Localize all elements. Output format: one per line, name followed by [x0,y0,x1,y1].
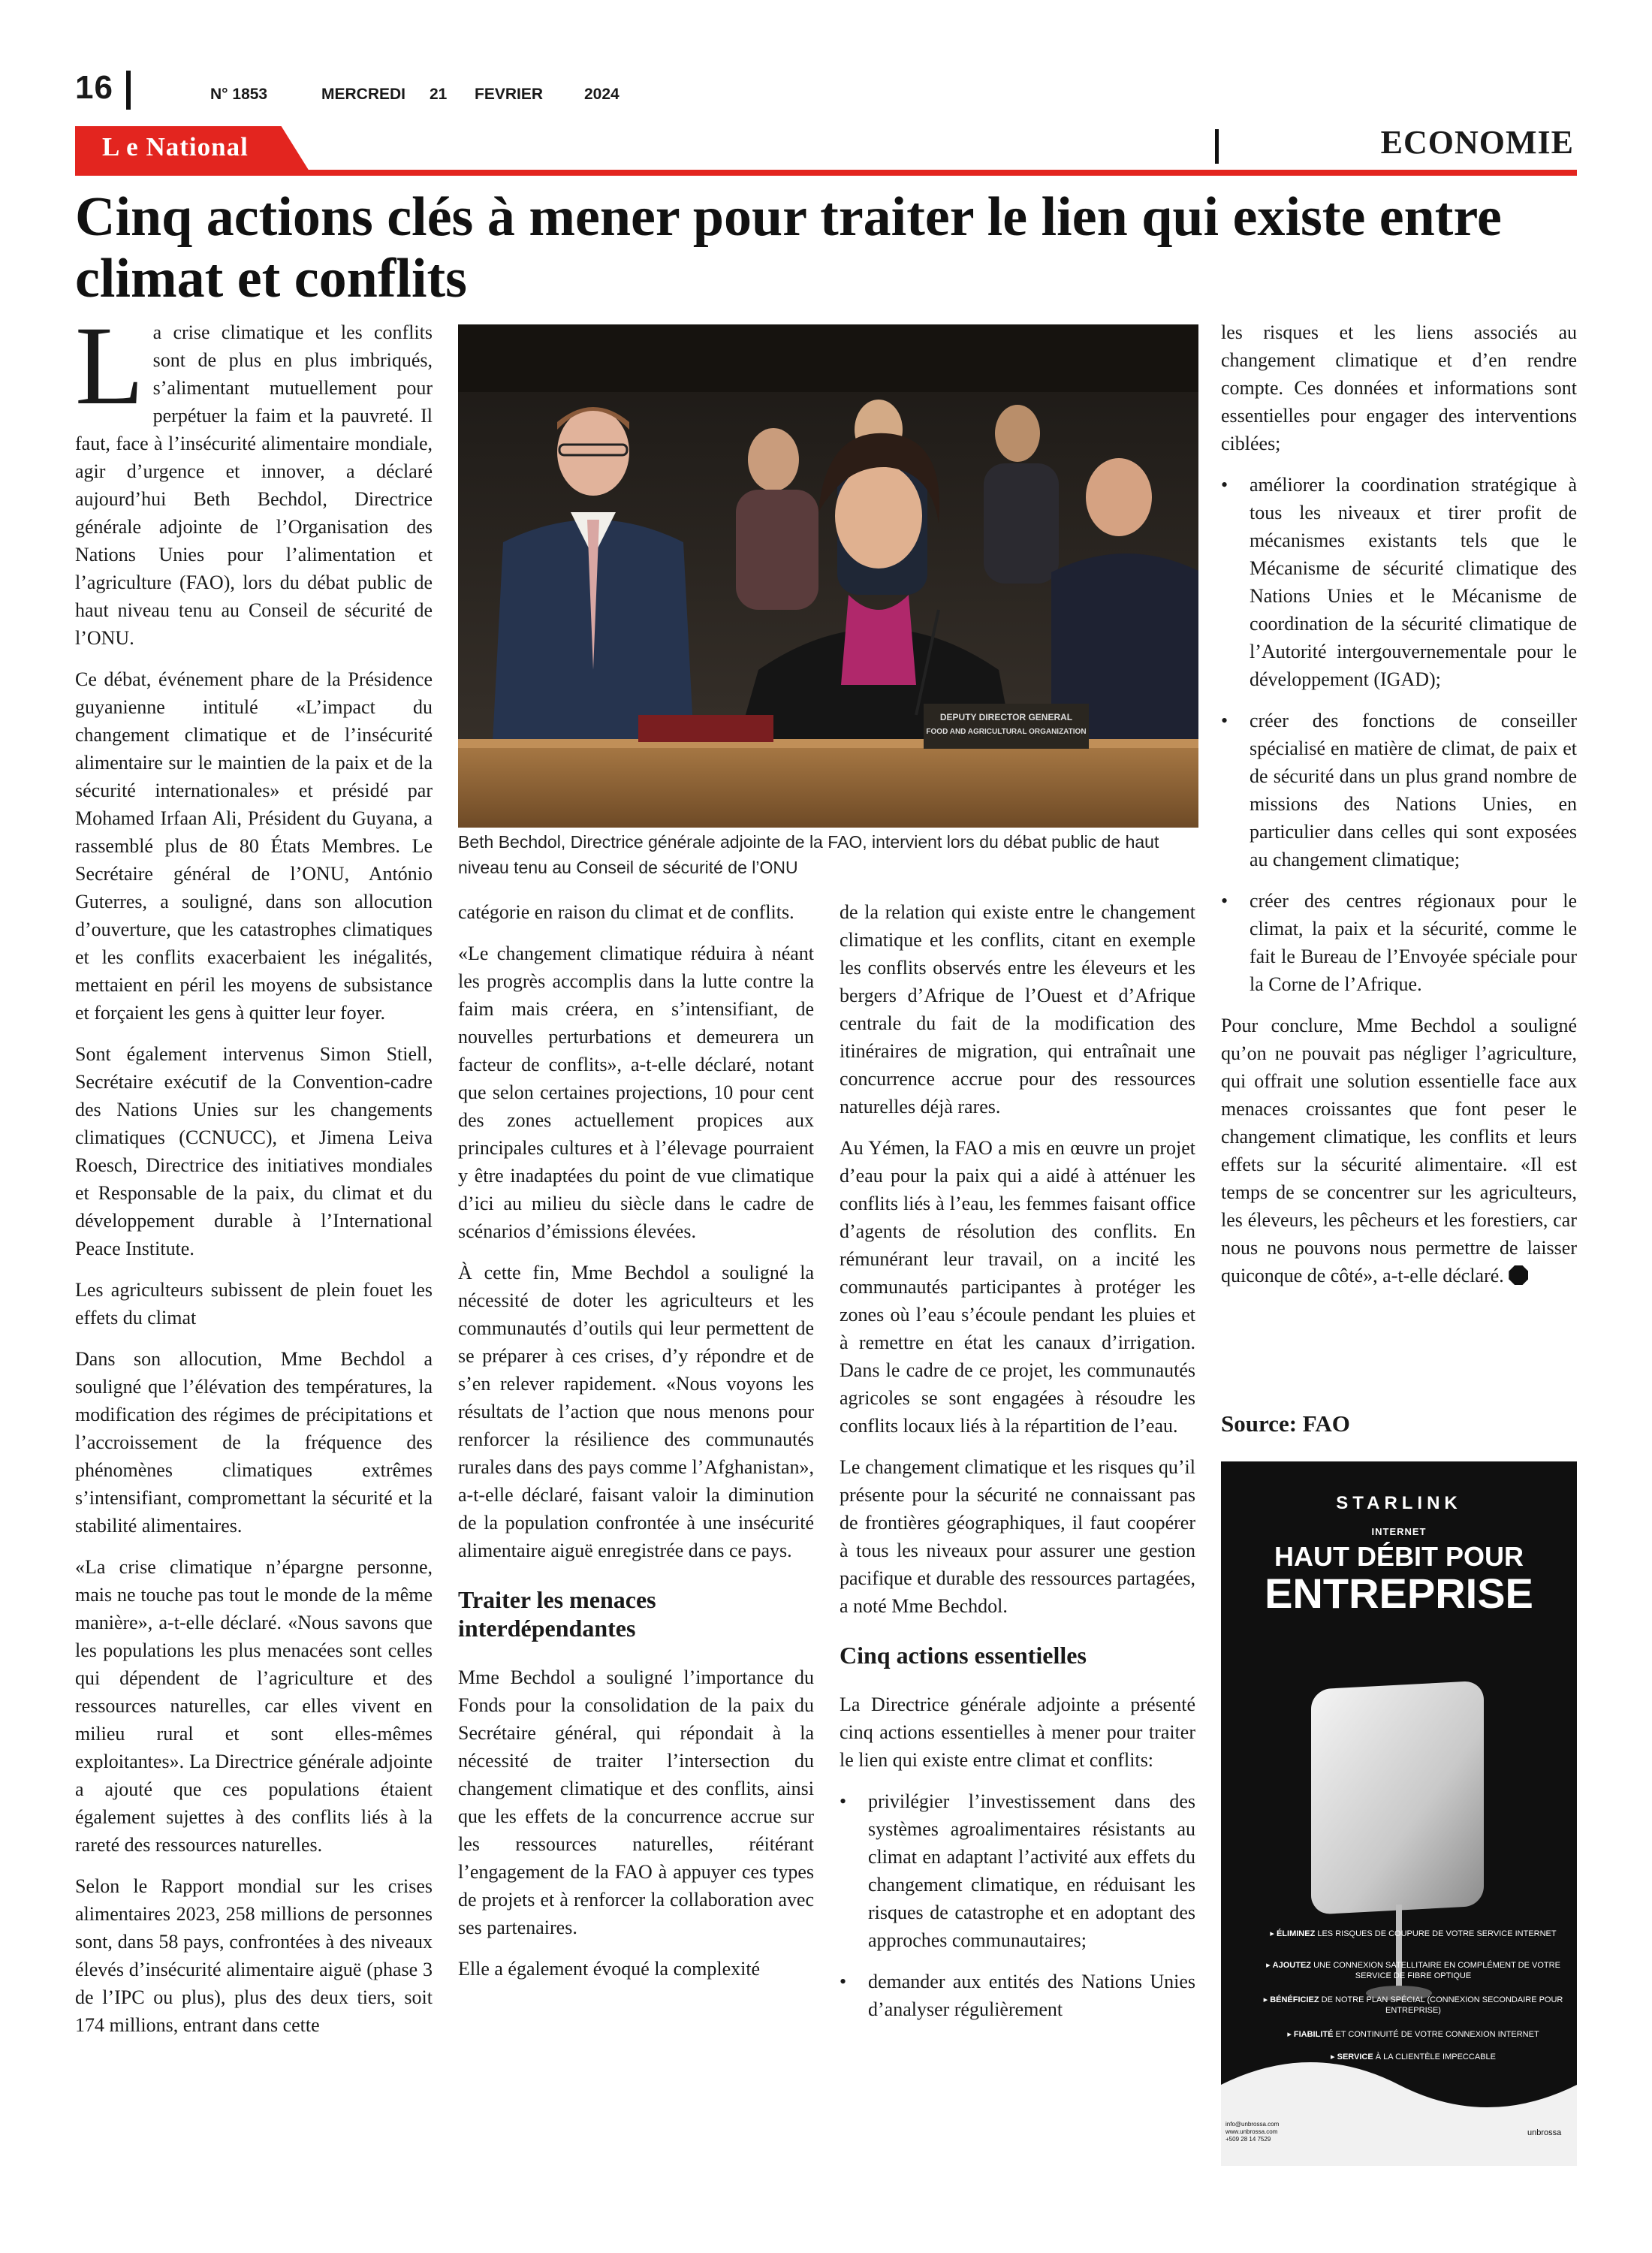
article-paragraph: les risques et les liens associés au changement climatique et d’en rendre compte. Ces données et informations sont essentielles pour engager des interventions ciblées; [1221,321,1577,454]
ad-brand: STARLINK [1336,1493,1462,1513]
end-mark-icon [1509,1265,1528,1285]
bullet-icon: • [1221,710,1228,731]
article-headline: Cinq actions clés à mener pour traiter le lien qui existe entre climat et conflits [75,186,1502,309]
article-paragraph: catégorie en raison du climat et de conflits. [458,901,794,923]
bullet-item: • améliorer la coordination stratégique à tous les niveaux et tirer profit de mécanismes existants tels que le Mécanisme de sécurité climatique des Nations Unies et le Mécanisme de coordination de la sécurité climatique de l’Autorité intergouvernementale pour le développement (IGAD); [1221,471,1577,693]
article-source: Source: FAO [1221,1410,1350,1437]
article-subhead: Cinq actions essentielles [840,1642,1087,1669]
ad-phone: +509 28 14 7529 [1225,2136,1271,2143]
article-paragraph: Ce débat, événement phare de la Présidence guyanienne intitulé «L’impact du changement climatique et de l’insécurité alimentaire sur le maintien de la paix et de la sécurité internationales» et présidé par Mohamed Irfaan Ali, Président du Guyana, a rassemblé plus de 80 États Membres. Le Secrétaire général de l’ONU, António Guterres, a souligné, dans son allocution d’ouverture, que les catastrophes climatiques et les conflits exacerbaient les inégalités, mettaient en péril les moyens de subsistance et forçaient les gens à quitter leur foyer. [75,668,433,1024]
article-paragraph: Dans son allocution, Mme Bechdol a souligné que l’élévation des températures, la modification des régimes de précipitations et l’accroissement de la fréquence des phénomènes climatiques extrêmes s’intensifiant, compromettant la sécurité et la stabilité alimentaires. [75,1348,433,1537]
bullet-item: • créer des centres régionaux pour le climat, la paix et la sécurité, comme le fait le Bureau de l’Envoyée spéciale pour la Corne de l’Afrique. [1221,887,1577,998]
ad-benefit-5: ▸ SERVICE À LA CLIENTÈLE IMPECCABLE [1331,2052,1496,2061]
article-paragraph: La crise climatique et les conflits sont de plus en plus imbriqués, s’alimentant mutuellement pour perpétuer la faim et la pauvreté. Il faut, face à l’insécurité alimentaire mondiale, agir d’urgence et innover, a déclaré aujourd’hui Beth Bechdol, Directrice générale adjointe de l’Organisation des Nations Unies pour l’alimentation et l’agriculture (FAO), lors du débat public de haut niveau tenu au Conseil de sécurité de l’ONU. [75,303,433,649]
issue-month: FEVRIER [475,86,544,103]
placard-line-2: FOOD AND AGRICULTURAL ORGANIZATION [926,728,1087,736]
ad-title-line-2: ENTREPRISE [1265,1570,1533,1617]
issue-date: 21 [430,86,448,103]
article-intertitle: Les agriculteurs subissent de plein fouet les effets du climat [75,1279,433,1329]
article-paragraph: À cette fin, Mme Bechdol a souligné la nécessité de doter les agriculteurs et les communautés d’outils qui leur permettent de se préparer à ces crises, d’y répondre et de s’en relever rapidement. «Nous voyons les résultats de l’action que nous menons pour renforcer la résilience des communautés rurales dans des pays comme l’Afghanistan», a-t-elle déclaré, faisant valoir la diminution de la population confrontée à une insécurité alimentaire aiguë enregistrée dans ce pays. [458,1262,814,1561]
router-illustration [1221,1634,1577,2166]
issue-number: N° 1853 [210,86,268,103]
bullet-icon: • [1221,474,1228,496]
article-photo [458,324,1198,828]
brand-name: L e National [102,132,249,161]
article-subhead: Traiter les menaces interdépendantes [458,1586,656,1642]
drop-cap: L [75,303,144,428]
ad-email: info@unbrossa.com [1225,2121,1280,2128]
ad-benefit-1: ▸ ÉLIMINEZ LES RISQUES DE COUPURE DE VOTRE SERVICE INTERNET [1270,1929,1557,1938]
article-paragraph: «Le changement climatique réduira à néant les progrès accomplis dans la lutte contre la faim mais créera, en s’intensifiant, de nouvelles perturbations et demeurera un facteur de conflits», a-t-elle déclaré, notant que selon certaines projections, 10 pour cent des zones actuellement propices aux principales cultures et à l’élevage pourraient y être inadaptées du point de vue climatique d’ici au milieu du siècle dans le cadre de scénarios d’émissions élevées. [458,943,814,1242]
article-paragraph: Pour conclure, Mme Bechdol a souligné qu’on ne pouvait pas négliger l’agriculture, qui offrait une solution essentielle face aux menaces croissantes que font peser le changement climatique, les conflits et leurs effets sur la sécurité alimentaire. «Il est temps de se concentrer sur les agriculteurs, les éleveurs, les pêcheurs et les forestiers, car nous ne pouvons nous permettre de laisser quiconque de côté», a-t-elle déclaré. [1221,1015,1577,1286]
ad-contact [1225,2121,1279,2143]
article-paragraph: Mme Bechdol a souligné l’importance du Fonds pour la consolidation de la paix du Secrétaire général, qui répondait à la nécessité de traiter l’intersection du changement climatique et des conflits, ainsi que les effets de la concurrence accrue sur les ressources naturelles, réitérant l’engagement de la FAO à appuyer ces types de projets et à renforcer la collaboration avec ses partenaires. [458,1666,814,1938]
article-paragraph: Selon le Rapport mondial sur les crises alimentaires 2023, 258 millions de personnes sont, dans 58 pays, confrontées à des niveaux élevés d’insécurité alimentaire aiguë (phase 3 de l’IPC ou plus), plus des deux tiers, soit 174 millions, entrant dans cette [75,1875,433,2036]
starlink-advertisement[interactable] [1221,1461,1577,2166]
article-paragraph: de la relation qui existe entre le changement climatique et les conflits, citant en exemple les conflits observés entre les éleveurs et les bergers d’Afrique de l’Ouest et d’Afrique centrale du fait de la modification des itinéraires de migration, qui entraînait une concurrence accrue pour des ressources naturelles déjà rares. [840,901,1195,1117]
bullet-item: • demander aux entités des Nations Unies d’analyser régulièrement [840,1968,1195,2023]
bullet-icon: • [840,1971,847,1992]
page-number: 16 [75,69,113,106]
article-paragraph: «La crise climatique n’épargne personne, mais ne touche pas tout le monde de la même manière», a-t-elle déclaré. «Nous savons que les populations les plus menacées sont celles qui dépendent de l’agriculture et des ressources naturelles, car elles vivent en milieu rural et sont elles-mêmes exploitantes». La Directrice générale adjointe a ajouté que ces populations étaient également sujettes à des conflits liés à la rareté des ressources naturelles. [75,1556,433,1856]
article-column-3 [840,898,1195,2037]
bullet-icon: • [1221,890,1228,912]
article-column-4 [1221,318,1577,1303]
issue-day: MERCREDI [321,86,406,103]
page-number-divider [126,71,131,110]
section-name: ECONOMIE [1380,124,1574,161]
issue-year: 2024 [584,86,620,103]
bullet-item: • privilégier l’investissement dans des systèmes agroalimentaires résistants au climat en adaptant l’activité aux effets du changement climatique, en réduisant les risques de catastrophe et en adoptant des approches communautaires; [840,1787,1195,1954]
ad-title-line-1: HAUT DÉBIT POUR [1274,1541,1524,1572]
article-column-2 [458,898,814,1996]
placard-line-1: DEPUTY DIRECTOR GENERAL [939,712,1073,722]
ad-kicker: INTERNET [1371,1526,1427,1537]
article-paragraph: La Directrice générale adjointe a présenté cinq actions essentielles à mener pour traiter le lien qui existe entre climat et conflits: [840,1694,1195,1771]
ad-website: www.unbrossa.com [1225,2128,1278,2135]
article-paragraph: Elle a également évoqué la complexité [458,1958,761,1980]
ad-advertiser-logo: unbrossa [1527,2128,1562,2137]
ad-benefit-3: ▸ BÉNÉFICIEZ DE NOTRE PLAN SPÉCIAL (CONNEXION SECONDAIRE POUR ENTREPRISE) [1263,1995,1563,2015]
article-paragraph: Le changement climatique et les risques qu’il présente pour la sécurité ne connaissant pas de frontières géographiques, il faut coopérer à tous les niveaux pour assurer une gestion pacifique et durable des ressources partagées, a noté Mme Bechdol. [840,1456,1195,1617]
photo-illustration [458,324,1198,828]
ad-benefit-2: ▸ AJOUTEZ UNE CONNEXION SATELLITAIRE EN COMPLÉMENT DE VOTRE SERVICE DE FIBRE OPTIQUE [1266,1961,1560,1980]
bullet-item: • créer des fonctions de conseiller spécialisé en matière de climat, de paix et de sécurité dans un plus grand nombre de missions des Nations Unies, en particulier dans celles qui sont exposées au changement climatique; [1221,707,1577,873]
article-paragraph: Au Yémen, la FAO a mis en œuvre un projet d’eau pour la paix qui a aidé à atténuer les conflits liés à l’eau, les femmes faisant office d’agents de résolution des conflits. En rémunérant leur travail, on a incité les communautés participantes à protéger les zones où l’eau s’écoule pendant les pluies et à remettre en état les canaux d’irrigation. Dans le cadre de ce projet, les communautés agricoles se sont engagées à résoudre les conflits locaux liés à la répartition de l’eau. [840,1137,1195,1437]
bullet-icon: • [840,1790,847,1812]
photo-caption: Beth Bechdol, Directrice générale adjointe de la FAO, intervient lors du débat public de haut niveau tenu au Conseil de sécurité de l’ONU [458,832,1159,877]
article-paragraph: Sont également intervenus Simon Stiell, Secrétaire exécutif de la Convention-cadre des Nations Unies sur les changements climatiques (CCNUCC), et Jimena Leiva Roesch, Directrice des initiatives mondiales et Responsable de la paix, du climat et du développement durable à l’International Peace Institute. [75,1043,433,1259]
ad-benefit-4: ▸ FIABILITÉ ET CONTINUITÉ DE VOTRE CONNEXION INTERNET [1287,2030,1539,2039]
section-divider [1215,129,1219,164]
header-rule [75,170,1577,176]
article-column-1 [75,303,433,2052]
